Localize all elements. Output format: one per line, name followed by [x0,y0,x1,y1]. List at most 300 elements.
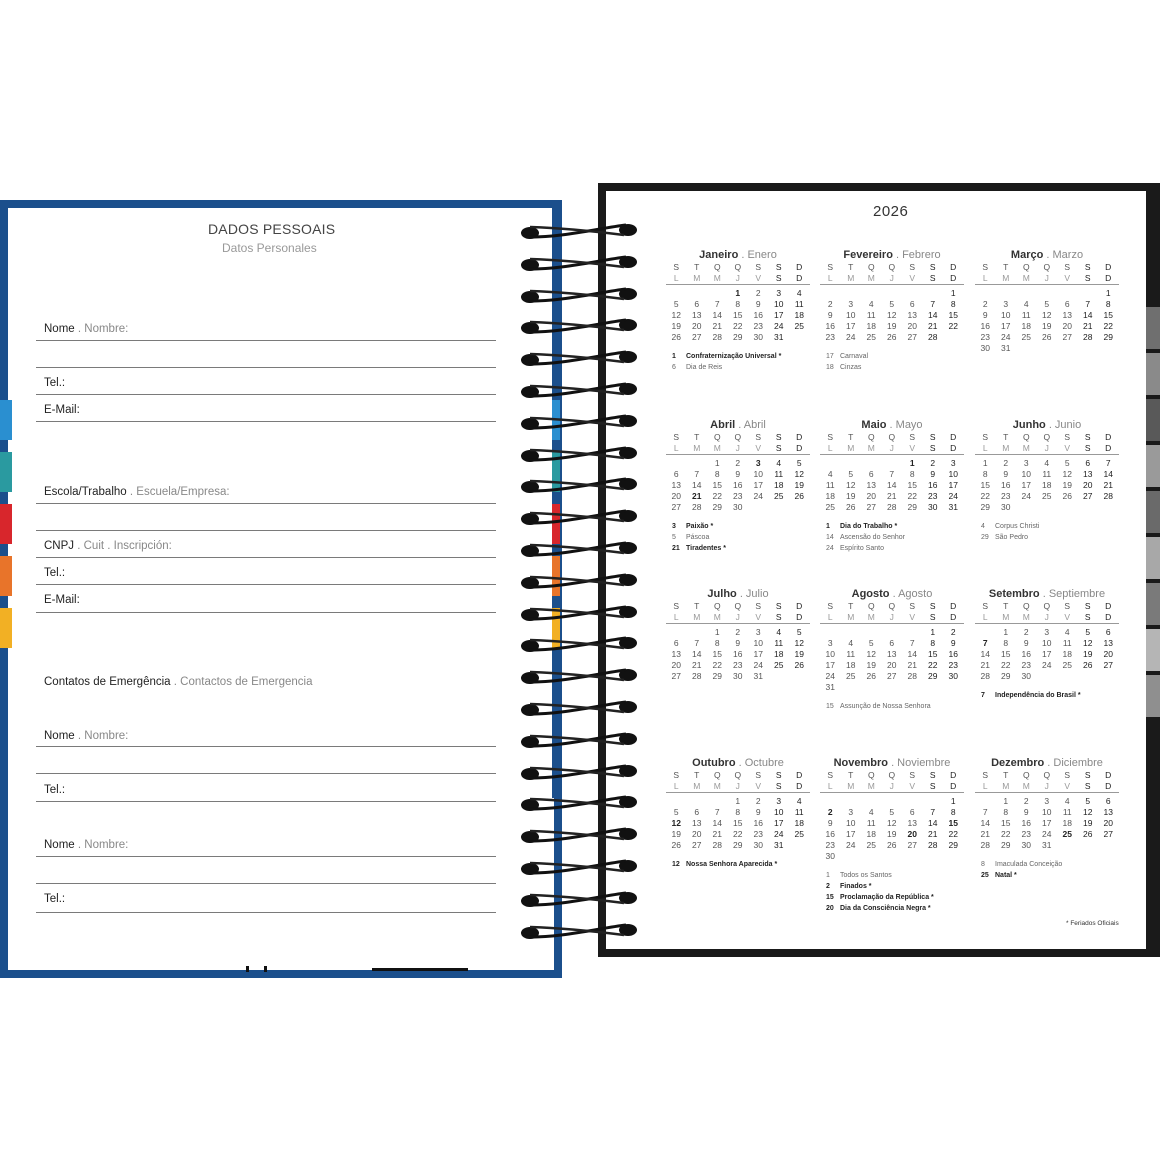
day-cell: 2 [1023,796,1029,806]
day-cell: 16 [753,818,763,828]
day-cell: 25 [1062,660,1072,670]
day-cell: 4 [1064,796,1070,806]
month-junho [975,418,1119,543]
weekday-header: S T Q Q S S D [982,601,1112,611]
holiday-list [820,701,964,712]
day-cell: 18 [1042,480,1052,490]
weekday-header: L M M J V S D [975,781,1119,793]
day-cell: 3 [1044,627,1050,637]
line [36,367,496,368]
field-email[interactable]: E-Mail: [44,404,80,416]
line [36,912,496,913]
holiday-item: 20 Dia da Consciência Negra * [826,905,931,912]
spiral-ring [520,667,638,683]
week-row [666,299,810,310]
day-cell: 22 [733,321,743,331]
day-cell: 10 [825,649,835,659]
holiday-item: 15 Assunção de Nossa Senhora [826,703,931,710]
day-cell: 25 [1062,829,1072,839]
spiral-ring [520,731,638,747]
day-cell: 23 [753,321,763,331]
holiday-item: 14 Ascensão do Senhor [826,534,905,541]
weekday-header: L M M J V S D [975,443,1119,455]
day-cell: 21 [907,660,917,670]
day-cell: 31 [774,332,784,342]
day-cell: 26 [794,491,804,501]
day-cell: 7 [694,638,700,648]
day-cell: 12 [887,818,897,828]
day-cell: 13 [1083,469,1093,479]
day-cell: 15 [733,310,743,320]
day-cell: 31 [825,682,835,692]
index-tab [1146,675,1160,717]
week-row [820,638,964,649]
weekday-header: L M M J V S D [975,273,1119,285]
day-cell: 11 [774,638,784,648]
day-cell [789,502,810,513]
day-cell: 30 [753,332,763,342]
holiday-item: 2 Finados * [826,883,872,890]
day-cell: 16 [753,310,763,320]
day-cell [943,682,964,693]
day-cell: 28 [712,840,722,850]
day-cell [1078,288,1099,299]
day-cell: 27 [671,502,681,512]
day-cell [882,288,903,299]
day-cell: 20 [907,829,917,839]
day-cell: 29 [948,840,958,850]
day-cell: 9 [1003,469,1009,479]
spiral-ring [520,826,638,842]
day-cell: 17 [774,818,784,828]
day-cell: 28 [980,840,990,850]
day-cell: 13 [866,480,876,490]
day-cell: 11 [794,807,804,817]
day-cell: 22 [980,491,990,501]
day-cell: 22 [733,829,743,839]
holiday-list [666,521,810,554]
day-cell: 10 [774,807,784,817]
day-cell: 21 [1083,321,1093,331]
index-tab [1146,353,1160,395]
day-cell: 16 [1021,818,1031,828]
week-row [975,480,1119,491]
day-cell: 13 [671,649,681,659]
day-cell: 14 [907,649,917,659]
day-cell: 8 [1003,638,1009,648]
illustration-stroke [264,966,267,972]
day-cell [861,627,882,638]
day-cell: 26 [866,671,876,681]
day-cell: 3 [848,807,854,817]
day-cell: 4 [796,288,802,298]
day-cell: 10 [846,818,856,828]
day-cell: 9 [982,310,988,320]
day-cell [1078,502,1099,513]
day-cell: 1 [714,627,720,637]
day-cell [861,682,882,693]
holiday-item: 21 Tiradentes * [672,545,726,552]
day-cell: 14 [928,818,938,828]
day-cell: 15 [907,480,917,490]
day-cell [923,682,944,693]
day-cell: 29 [712,671,722,681]
spiral-ring [520,794,638,810]
day-cell: 5 [848,469,854,479]
holiday-item: 18 Cinzas [826,364,862,371]
week-row [975,649,1119,660]
day-cell: 14 [980,818,990,828]
day-cell: 5 [673,807,679,817]
day-cell: 28 [907,671,917,681]
day-cell: 22 [948,321,958,331]
day-cell: 17 [774,310,784,320]
field-name[interactable]: Nome . Nombre: [44,323,129,335]
field-school-work[interactable]: Escola/Trabalho . Escuela/Empresa: [44,486,230,498]
day-cell: 7 [930,807,936,817]
month-name: Março . Marzo [1010,249,1084,261]
day-cell: 19 [866,660,876,670]
day-cell: 7 [909,638,915,648]
day-cell: 28 [712,332,722,342]
day-cell: 11 [1062,807,1072,817]
day-cell: 31 [1001,343,1011,353]
week-row [666,502,810,513]
day-cell: 5 [1044,299,1050,309]
weekday-header: L M M J V S D [820,781,964,793]
month-fevereiro [820,248,964,373]
day-cell: 29 [1001,840,1011,850]
day-cell [943,332,964,343]
day-cell: 10 [1021,469,1031,479]
month-name: Fevereiro . Febrero [843,249,941,261]
day-cell: 21 [692,660,702,670]
day-cell: 2 [1003,458,1009,468]
day-cell: 22 [712,660,722,670]
day-cell: 22 [1001,660,1011,670]
week-row [666,796,810,807]
day-cell: 4 [848,638,854,648]
week-row [820,458,964,469]
day-cell: 30 [825,851,835,861]
index-tab [1146,537,1160,579]
day-cell: 6 [673,638,679,648]
day-cell: 16 [825,829,835,839]
week-row [820,829,964,840]
day-cell [820,796,841,807]
day-cell [902,682,923,693]
day-cell: 5 [1085,796,1091,806]
week-row [820,299,964,310]
day-cell: 18 [774,480,784,490]
day-cell [861,851,882,862]
day-cell: 30 [948,671,958,681]
day-cell: 28 [692,671,702,681]
day-cell: 30 [753,840,763,850]
day-cell: 31 [753,671,763,681]
day-cell: 1 [735,288,741,298]
week-row [975,627,1119,638]
day-cell: 30 [1021,840,1031,850]
day-cell: 16 [948,649,958,659]
holiday-list [975,859,1119,881]
day-cell: 17 [1042,818,1052,828]
day-cell: 21 [887,491,897,501]
day-cell: 3 [848,299,854,309]
day-cell: 13 [887,649,897,659]
holiday-item: 6 Dia de Reis [672,364,723,371]
field-name[interactable]: Nome . Nombre: [44,839,129,851]
day-cell: 20 [671,660,681,670]
weekday-header: L M M J V S D [666,612,810,624]
day-cell [975,796,996,807]
day-cell: 19 [671,829,681,839]
day-cell: 20 [887,660,897,670]
day-cell: 26 [671,840,681,850]
holiday-item: 1 Confraternização Universal * [672,353,782,360]
day-cell [923,851,944,862]
day-cell [1098,840,1119,851]
day-cell [1098,671,1119,682]
day-cell [1016,502,1037,513]
day-cell [975,627,996,638]
day-cell: 4 [868,807,874,817]
day-cell: 24 [1021,491,1031,501]
day-cell: 9 [735,469,741,479]
spiral-ring [520,508,638,524]
day-cell: 1 [714,458,720,468]
day-cell: 25 [846,671,856,681]
day-cell: 3 [1003,299,1009,309]
day-cell: 4 [776,627,782,637]
day-cell: 23 [825,840,835,850]
week-row [666,310,810,321]
day-cell [841,796,862,807]
day-cell: 15 [1001,649,1011,659]
day-cell: 20 [866,491,876,501]
field-tel[interactable]: Tel.: [44,784,66,796]
day-cell: 18 [774,649,784,659]
day-cell: 12 [1062,469,1072,479]
day-cell: 27 [1103,829,1113,839]
day-cell: 13 [1103,807,1113,817]
day-cell: 4 [796,796,802,806]
day-cell [1098,502,1119,513]
day-cell: 23 [825,332,835,342]
day-cell [707,288,728,299]
day-cell: 28 [1083,332,1093,342]
day-cell [1057,671,1078,682]
week-row [975,660,1119,671]
weekday-header: L M M J V S D [975,612,1119,624]
week-row [820,671,964,682]
field-name[interactable]: Nome . Nombre: [44,730,129,742]
day-cell: 7 [930,299,936,309]
day-cell [789,840,810,851]
footnote: * Feriados Oficiais [1066,920,1119,927]
day-cell: 19 [1083,818,1093,828]
holiday-item: 12 Nossa Senhora Aparecida * [672,861,778,868]
holiday-item: 8 Imaculada Conceição [981,861,1063,868]
day-cell: 14 [692,480,702,490]
day-cell: 4 [1044,458,1050,468]
day-cell [861,796,882,807]
day-cell: 27 [692,332,702,342]
holiday-list [820,351,964,373]
day-cell: 20 [692,321,702,331]
day-cell: 6 [673,469,679,479]
day-cell: 30 [733,502,743,512]
holiday-item: 17 Carnaval [826,353,869,360]
month-dezembro [975,756,1119,881]
day-cell: 19 [887,321,897,331]
line [36,584,496,585]
field-tel[interactable]: Tel.: [44,893,66,905]
month-name: Dezembro . Diciembre [991,757,1103,769]
day-cell: 25 [1042,491,1052,501]
day-cell [975,288,996,299]
day-cell [687,627,708,638]
day-cell: 11 [774,469,784,479]
day-cell: 6 [694,299,700,309]
day-cell: 30 [733,671,743,681]
field-email[interactable]: E-Mail: [44,594,80,606]
day-cell: 22 [928,660,938,670]
day-cell: 14 [980,649,990,659]
week-row [666,818,810,829]
day-cell: 25 [825,502,835,512]
week-row [820,682,964,693]
day-cell [1037,502,1058,513]
spiral-ring [520,604,638,620]
day-cell [841,458,862,469]
week-row [666,649,810,660]
spiral-ring [520,381,638,397]
day-cell: 19 [671,321,681,331]
week-row [975,491,1119,502]
day-cell: 19 [846,491,856,501]
holiday-item: 3 Paixão * [672,523,714,530]
day-cell: 13 [692,818,702,828]
day-cell: 1 [930,627,936,637]
day-cell [996,288,1017,299]
weekday-header: S T Q Q S S D [673,432,803,442]
day-cell: 24 [825,671,835,681]
weekday-header: L M M J V S D [820,273,964,285]
day-cell: 12 [1083,807,1093,817]
day-cell: 18 [866,829,876,839]
field-tel[interactable]: Tel.: [44,377,66,389]
day-cell: 27 [887,671,897,681]
field-tel[interactable]: Tel.: [44,567,66,579]
line [36,394,496,395]
week-row [666,458,810,469]
week-row [666,627,810,638]
day-cell [1057,502,1078,513]
field-cnpj[interactable]: CNPJ . Cuit . Inscripción: [44,540,172,552]
day-cell: 9 [755,299,761,309]
day-cell: 14 [1103,469,1113,479]
line [36,746,496,747]
week-row [820,818,964,829]
day-cell: 2 [755,288,761,298]
weekday-header: S T Q Q S S D [982,770,1112,780]
day-cell: 1 [909,458,915,468]
day-cell: 8 [950,299,956,309]
week-row [820,851,964,862]
day-cell: 16 [733,480,743,490]
day-cell: 24 [1042,660,1052,670]
day-cell: 18 [794,310,804,320]
holiday-item: 1 Todos os Santos [826,872,892,879]
spiral-ring [520,413,638,429]
holiday-item: 15 Proclamação da República * [826,894,934,901]
day-cell: 19 [1042,321,1052,331]
day-cell: 23 [980,332,990,342]
day-cell: 1 [735,796,741,806]
weekday-header: L M M J V S D [820,612,964,624]
holiday-item: 25 Natal * [981,872,1017,879]
day-cell: 12 [1042,310,1052,320]
day-cell [1078,671,1099,682]
day-cell [820,288,841,299]
weekday-header: S T Q Q S S D [827,770,957,780]
day-cell: 5 [796,627,802,637]
day-cell: 19 [794,480,804,490]
day-cell: 26 [846,502,856,512]
week-row [666,807,810,818]
week-row [975,458,1119,469]
day-cell: 28 [692,502,702,512]
day-cell [748,502,769,513]
day-cell [666,627,687,638]
day-cell: 28 [887,502,897,512]
day-cell: 28 [928,840,938,850]
day-cell [1037,343,1058,354]
day-cell: 26 [794,660,804,670]
day-cell: 25 [794,321,804,331]
holiday-item: 4 Corpus Christi [981,523,1040,530]
week-row [666,480,810,491]
day-cell: 29 [907,502,917,512]
day-cell: 8 [714,469,720,479]
day-cell: 19 [1062,480,1072,490]
day-cell: 25 [774,491,784,501]
day-cell: 27 [1103,660,1113,670]
day-cell: 16 [733,649,743,659]
day-cell: 8 [1003,807,1009,817]
illustration-stroke [246,966,249,972]
day-cell: 6 [889,638,895,648]
day-cell: 10 [1042,638,1052,648]
day-cell: 29 [733,840,743,850]
illustration-stroke [372,968,468,971]
day-cell: 14 [1083,310,1093,320]
day-cell: 23 [1021,660,1031,670]
day-cell: 6 [1105,796,1111,806]
day-cell: 25 [1021,332,1031,342]
day-cell: 26 [1042,332,1052,342]
line [36,503,496,504]
day-cell: 31 [948,502,958,512]
day-cell: 4 [827,469,833,479]
day-cell: 8 [950,807,956,817]
day-cell: 6 [909,807,915,817]
spiral-ring [520,349,638,365]
emergency-contacts-heading: Contatos de Emergência . Contactos de Emergencia [44,676,313,688]
day-cell [707,796,728,807]
week-row [975,671,1119,682]
